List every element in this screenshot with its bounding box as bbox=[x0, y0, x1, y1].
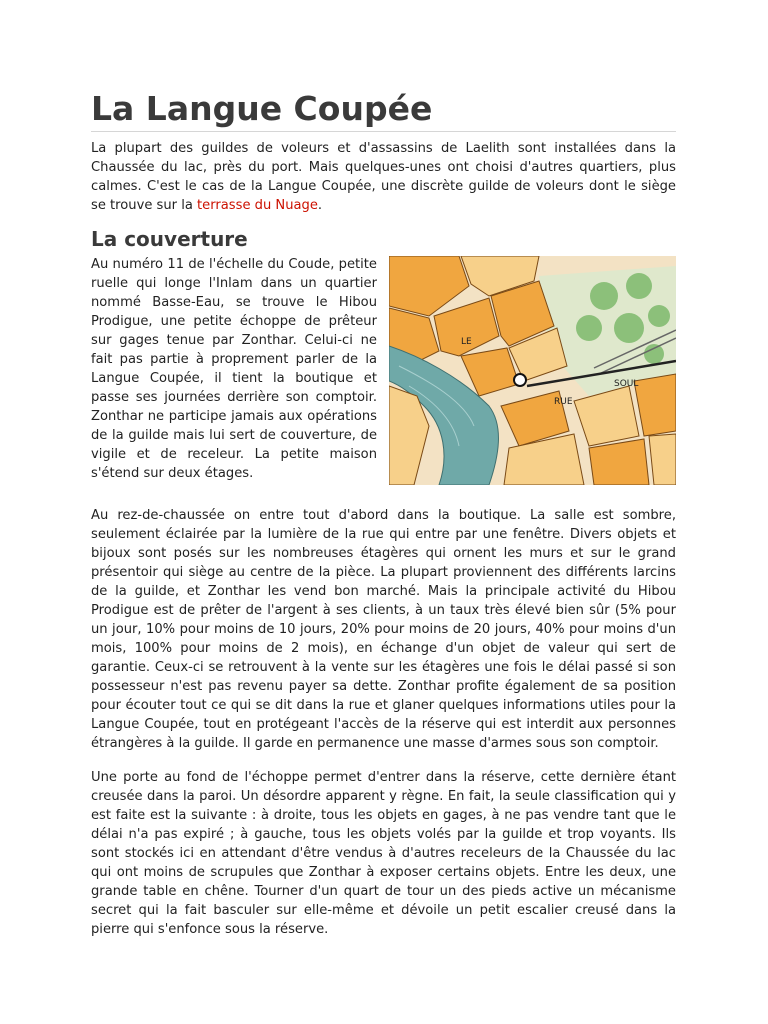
page-title: La Langue Coupée bbox=[91, 90, 676, 132]
ground-floor-paragraph: Au rez-de-chaussée on entre tout d'abord dans la boutique. La salle est sombre, seulement éclairée par la lumière de la rue qui entre par une fenêtre. Divers objets et bijoux sont posés sur les nombreuses étagères qui ornent les murs et sur le grand présentoir qui siège au centre de la pièce. La plupart proviennent des différents larcins de la guilde, et Zonthar les vend bon marché. Mais la principale activité du Hibou Prodigue est de prêter de l'argent à ses clients, à un taux très élevé bien sûr (5% pour un jour, 10% pour moins de 10 jours, 20% pour moins de 20 jours, 40% pour moins d'un mois, 100% pour moins de 2 mois), en échange d'un objet de valeur qui sert de garantie. Ceux-ci se retrouvent à la vente sur les étagères une fois le délai passé si son possesseur n'est pas revenu payer sa dette. Zonthar profite également de sa position pour écouter tout ce qui se dit dans la rue et glaner quelques informations utiles pour la Langue Coupée, tout en protégeant l'accès de la réserve qui est interdit aux personnes étrangères à la guilde. Il garde en permanence une masse d'armes sous son comptoir. bbox=[91, 508, 676, 751]
reserve-paragraph: Une porte au fond de l'échoppe permet d'entrer dans la réserve, cette dernière étant creusée dans la paroi. Un désordre apparent y règne. En fait, la seule classification qui y est faite est la suivante : à droite, tous les objets en gages, à ne pas vendre tant que le délai n'a pas expiré ; à gauche, tous les objets volés par la guilde et trop voyants. Ils sont stockés ici en attendant d'être vendus à d'autres receleurs de la Chaussée du lac qui ont moins de scrupules que Zonthar à exposer certains objets. Entre les deux, une grande table en chêne. Tourner d'un quart de tour un des pieds active un mécanisme secret qui la fait basculer sur elle-même et dévoile un petit escalier creusé dans la pierre qui s'enfonce sous la réserve. bbox=[91, 770, 676, 937]
park-tree bbox=[626, 273, 652, 299]
park-tree bbox=[576, 315, 602, 341]
park-tree bbox=[648, 305, 670, 327]
map-label: LE bbox=[461, 337, 472, 347]
section-heading: La couverture bbox=[91, 227, 248, 251]
park-tree bbox=[614, 313, 644, 343]
cover-section bbox=[91, 255, 676, 491]
park-tree bbox=[644, 344, 664, 364]
article bbox=[91, 90, 676, 939]
intro-text-end: . bbox=[317, 198, 323, 213]
intro-text: La plupart des guildes de voleurs et d'assassins de Laelith sont installées dans la Chaussée du lac, près du port. Mais quelques-unes ont choisi d'autres quartiers, plus calmes. C'est le cas de la Langue Coupée, une discrète guilde de voleurs dont le siège se trouve sur la bbox=[91, 141, 676, 213]
park-tree bbox=[590, 282, 618, 310]
terrasse-du-nuage-link[interactable]: terrasse du Nuage bbox=[197, 198, 318, 213]
map-label: SOUL bbox=[614, 379, 639, 389]
city-map-image bbox=[389, 256, 676, 485]
location-marker-icon bbox=[514, 374, 526, 386]
cover-paragraph: Au numéro 11 de l'échelle du Coude, petite ruelle qui longe l'Inlam dans un quartier nommé Basse-Eau, se trouve le Hibou Prodigue, une petite échoppe de prêteur sur gages tenue par Zonthar. Celui-ci ne fait pas partie à proprement parler de la Langue Coupée, il tient la boutique et passe ses journées derrière son comptoir. Zonthar ne participe jamais aux opérations de la guilde mais lui sert de couverture, de vigile et de receleur. La petite maison s'étend sur deux étages. bbox=[91, 257, 377, 481]
intro-paragraph bbox=[91, 139, 676, 215]
map-label: RUE bbox=[554, 397, 573, 407]
